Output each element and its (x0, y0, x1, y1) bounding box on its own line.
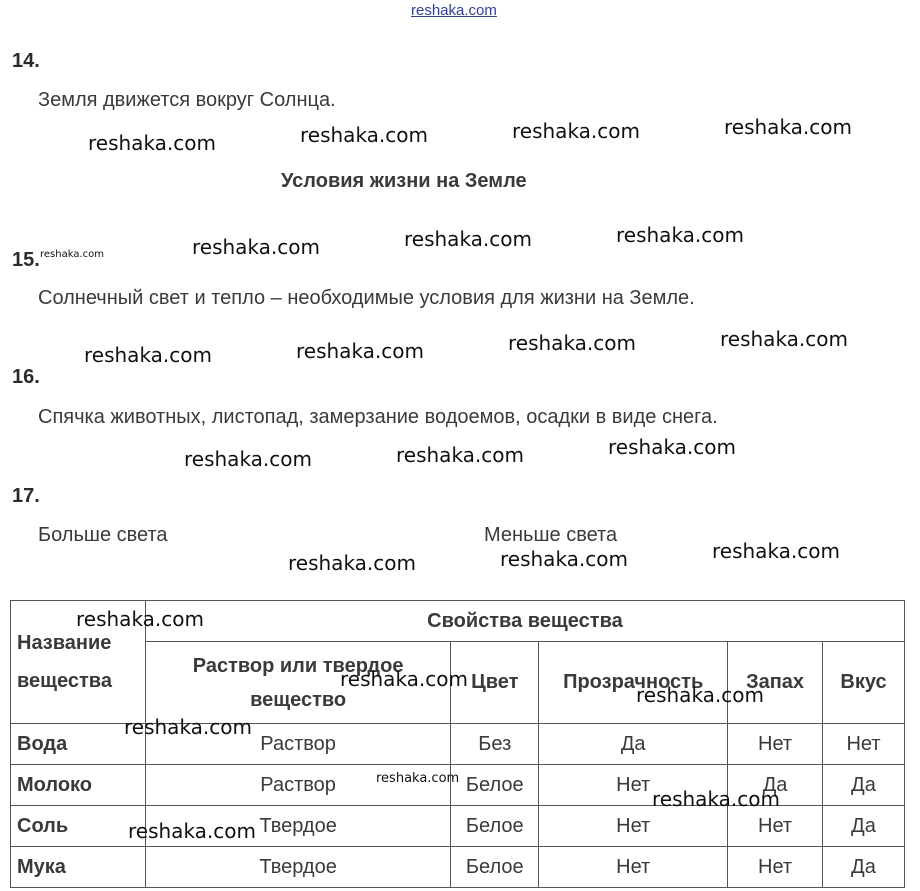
watermark: reshaka.com (616, 223, 744, 247)
cell-state: Твердое (145, 806, 450, 847)
watermark: reshaka.com (500, 547, 628, 571)
cell-smell: Нет (728, 847, 823, 888)
top-watermark-link[interactable]: reshaka.com (411, 2, 497, 19)
watermark: reshaka.com (84, 343, 212, 367)
cell-color: Белое (451, 806, 539, 847)
column-header-state: Раствор или твердое вещество (145, 642, 450, 724)
item-17-right-text: Меньше света (484, 524, 618, 546)
cell-state: Твердое (145, 847, 450, 888)
cell-state: Раствор (145, 765, 450, 806)
item-15-number: 15. (12, 249, 40, 271)
watermark: reshaka.com (396, 443, 524, 467)
item-17-number: 17. (12, 485, 40, 507)
watermark: reshaka.com (288, 551, 416, 575)
watermark: reshaka.com (608, 435, 736, 459)
watermark: reshaka.com (340, 667, 468, 691)
item-14-text: Земля движется вокруг Солнца. (38, 89, 336, 111)
row-name: Молоко (11, 765, 146, 806)
cell-color: Белое (451, 765, 539, 806)
watermark: reshaka.com (300, 123, 428, 147)
properties-group-header: Свойства вещества (145, 601, 904, 642)
watermark: reshaka.com (636, 683, 764, 707)
cell-transparency: Нет (539, 806, 728, 847)
name-column-header: Название вещества (11, 601, 146, 724)
watermark: reshaka.com (508, 331, 636, 355)
cell-color: Без (451, 724, 539, 765)
item-15-text: Солнечный свет и тепло – необходимые условия для жизни на Земле. (38, 287, 695, 309)
cell-color: Белое (451, 847, 539, 888)
column-header-smell: Запах (728, 642, 823, 724)
watermark: reshaka.com (720, 327, 848, 351)
cell-state: Раствор (145, 724, 450, 765)
watermark: reshaka.com (652, 787, 780, 811)
row-name: Мука (11, 847, 146, 888)
cell-smell: Да (728, 765, 823, 806)
item-16-number: 16. (12, 366, 40, 388)
watermark: reshaka.com (192, 235, 320, 259)
cell-smell: Нет (728, 724, 823, 765)
table-row (11, 847, 905, 888)
item-14-number: 14. (12, 50, 40, 72)
cell-smell: Нет (728, 806, 823, 847)
watermark: reshaka.com (88, 131, 216, 155)
cell-taste: Да (823, 806, 905, 847)
watermark: reshaka.com (712, 539, 840, 563)
cell-taste: Да (823, 765, 905, 806)
watermark: reshaka.com (184, 447, 312, 471)
column-header-transparency: Прозрачность (539, 642, 728, 724)
watermark: reshaka.com (124, 715, 252, 739)
watermark-small: reshaka.com (376, 771, 460, 786)
column-header-color: Цвет (451, 642, 539, 724)
item-17-left-text: Больше света (38, 524, 168, 546)
row-name: Соль (11, 806, 146, 847)
watermark: reshaka.com (128, 819, 256, 843)
watermark: reshaka.com (724, 115, 852, 139)
watermark: reshaka.com (404, 227, 532, 251)
watermark: reshaka.com (296, 339, 424, 363)
section-subheading: Условия жизни на Земле (281, 170, 527, 192)
watermark: reshaka.com (512, 119, 640, 143)
cell-taste: Да (823, 847, 905, 888)
cell-transparency: Нет (539, 765, 728, 806)
cell-transparency: Нет (539, 847, 728, 888)
row-name: Вода (11, 724, 146, 765)
cell-taste: Нет (823, 724, 905, 765)
substance-properties-table (10, 600, 905, 888)
cell-transparency: Да (539, 724, 728, 765)
watermark: reshaka.com (76, 607, 204, 631)
item-16-text: Спячка животных, листопад, замерзание водоемов, осадки в виде снега. (38, 406, 718, 428)
watermark-small: reshaka.com (40, 249, 104, 260)
column-header-taste: Вкус (823, 642, 905, 724)
